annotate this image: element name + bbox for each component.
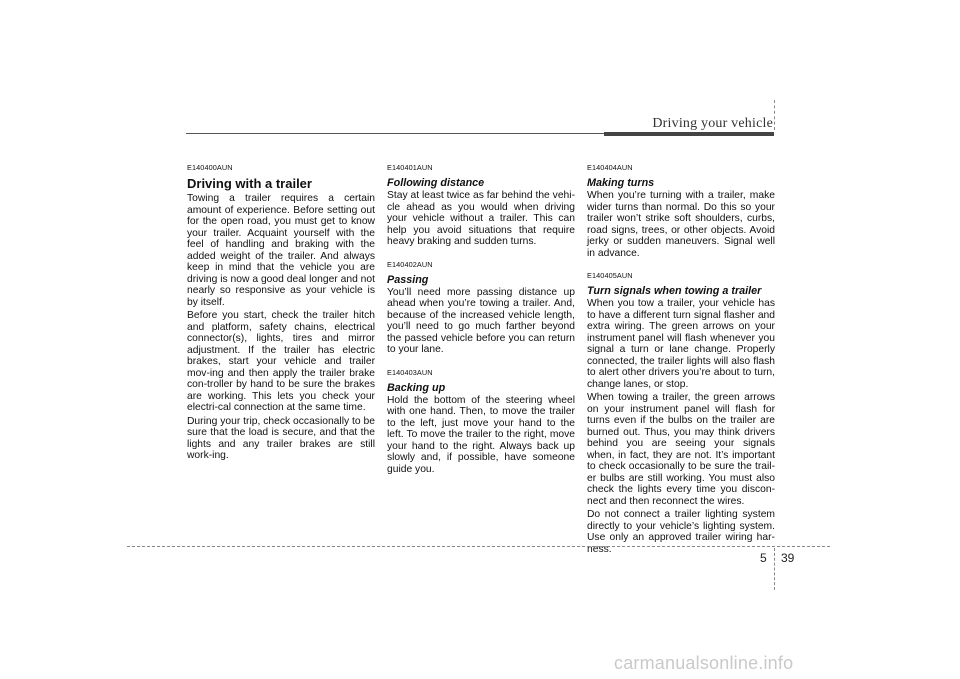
- body-paragraph: Before you start, check the trailer hitch and platform, safety chains, electrical connector(s), lights, tires and mirror adjustment. If the trailer has electric brakes, start your vehicle and trailer mov-ing and then apply the trailer brake con-troller by hand to be sure the brakes are working. This lets you check your electri-cal connection at the same time.: [187, 310, 375, 413]
- footer-rule: [127, 546, 830, 547]
- section-number: 5: [760, 551, 767, 565]
- text-column-1: [187, 163, 375, 462]
- page-header-title: Driving your vehicle: [652, 116, 773, 131]
- section-code: E140401AUN: [387, 163, 433, 172]
- section-code: E140404AUN: [587, 163, 633, 172]
- body-paragraph: You’ll need more passing distance up ahead when you’re towing a trailer. And, because of the increased vehicle length, you’ll need to go much farther beyond the passed vehicle before you can return to your lane.: [387, 286, 575, 355]
- page-number: 39: [781, 551, 795, 565]
- crop-mark-bottom: [774, 548, 775, 590]
- body-paragraph: Hold the bottom of the steering wheel with one hand. Then, to move the trailer to the left, just move your hand to the left. To move the trailer to the right, move your hand to the right. Always back up slowly and, if possible, have someone guide you.: [387, 394, 575, 475]
- subsection-heading: Passing: [387, 273, 429, 286]
- body-paragraph: Towing a trailer requires a certain amount of experience. Before setting out for the open road, you must get to know your trailer. Acquaint yourself with the feel of handling and braking with the added weight of the trailer. And always keep in mind that the vehicle you are driving is now a good deal longer and not nearly so responsive as your vehicle is by itself.: [187, 193, 375, 308]
- body-paragraph: When you tow a trailer, your vehicle has to have a different turn signal flasher and extra wiring. The green arrows on your instrument panel will flash whenever you signal a turn or lane change. Properly connected, the trailer lights will also flash to alert other drivers you’re about to turn, change lanes, or stop.: [587, 298, 775, 390]
- crop-mark-top: [774, 100, 775, 130]
- section-code: E140400AUN: [187, 163, 233, 172]
- body-paragraph: When towing a trailer, the green arrows on your instrument panel will flash for turns even if the bulbs on the trailer are burned out. Thus, you may think drivers behind you are seeing your signals when, in fact, they are not. It’s important to check occasionally to be sure the trail-er bulbs are still working. You must also check the lights every time you discon-nect and then reconnect the wires.: [587, 392, 775, 507]
- subsection-heading: Following distance: [387, 177, 485, 189]
- subsection-heading: Making turns: [587, 177, 655, 189]
- body-paragraph: Do not connect a trailer lighting system directly to your vehicle’s lighting system. Use only an approved trailer wiring har-ness.: [587, 509, 775, 555]
- text-column-2: [387, 163, 575, 475]
- body-paragraph: During your trip, check occasionally to be sure that the load is secure, and that the lights and any trailer brakes are still work-ing.: [187, 415, 375, 461]
- subsection-heading: Turn signals when towing a trailer: [587, 285, 762, 297]
- section-code: E140402AUN: [387, 259, 433, 269]
- body-paragraph: Stay at least twice as far behind the vehi-cle ahead as you would when driving your vehicle without a trailer. This can help you avoid situations that require heavy braking and sudden turns.: [387, 190, 575, 247]
- section-code: E140403AUN: [387, 367, 433, 377]
- body-paragraph: When you’re turning with a trailer, make wider turns than normal. Do this so your trailer won’t strike soft shoulders, curbs, road signs, trees, or other objects. Avoid jerky or sudden maneuvers. Signal well in advance.: [587, 190, 775, 259]
- text-column-3: [587, 163, 775, 555]
- section-code: E140405AUN: [587, 271, 633, 280]
- header-rule-accent: [604, 132, 774, 136]
- section-heading: Driving with a trailer: [187, 176, 312, 191]
- watermark: carmanualsonline.info: [614, 653, 794, 673]
- subsection-heading: Backing up: [387, 381, 446, 394]
